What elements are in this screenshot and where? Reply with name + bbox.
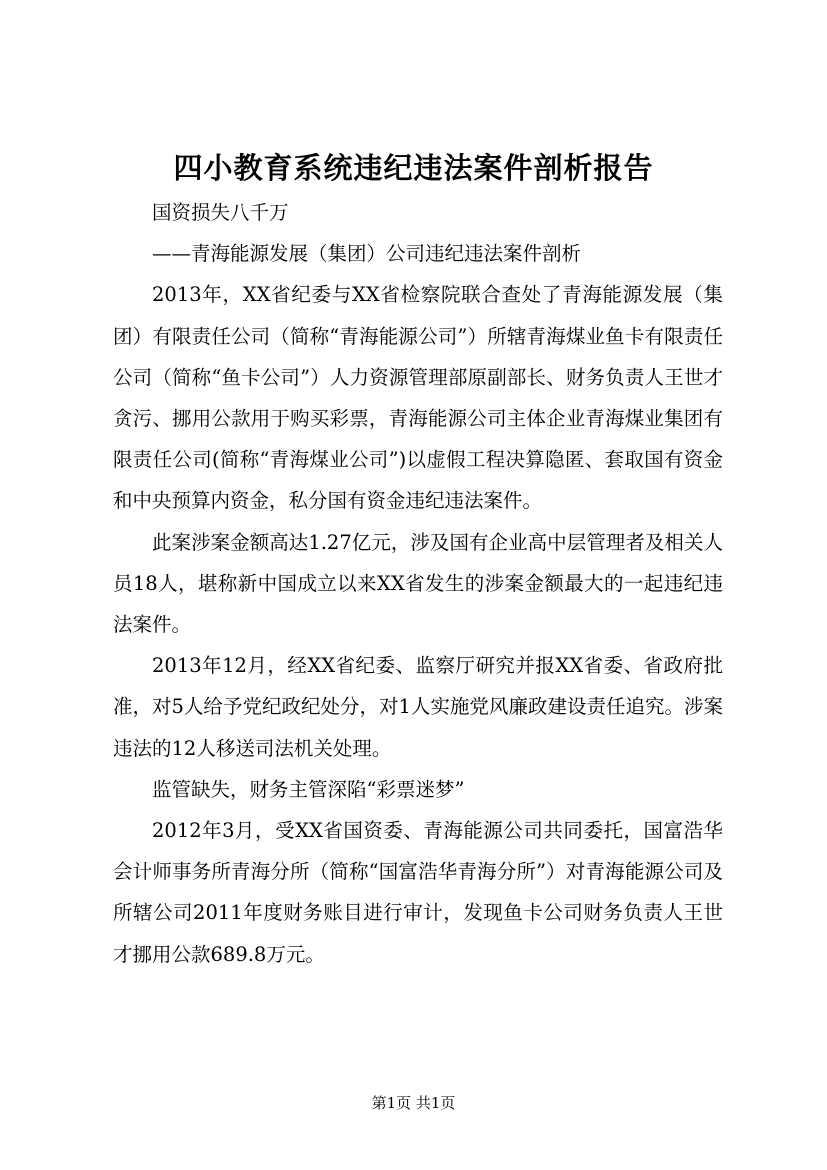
body-paragraph: 此案涉案金额高达1.27亿元，涉及国有企业高中层管理者及相关人员18人，堪称新中国成立以来XX省发生的涉案金额最大的一起违纪违法案件。: [113, 530, 723, 637]
body-paragraph: 2013年，XX省纪委与XX省检察院联合查处了青海能源发展（集团）有限责任公司（简称“青海能源公司”）所辖青海煤业鱼卡有限责任公司（简称“鱼卡公司”）人力资源管理部原副部长、财务负责人王世才贪污、挪用公款用于购买彩票，青海能源公司主体企业青海煤业集团有限责任公司(简称“青海煤业公司”)以虚假工程决算隐匿、套取国有资金和中央预算内资金，私分国有资金违纪违法案件。: [113, 283, 723, 513]
body-paragraph: 2013年12月，经XX省纪委、监察厅研究并报XX省委、省政府批准，对5人给予党纪政纪处分，对1人实施党风廉政建设责任追究。涉案违法的12人移送司法机关处理。: [113, 654, 723, 760]
page-footer: 第1页 共1页: [371, 1094, 456, 1112]
body-paragraph: 2012年3月，受XX省国资委、青海能源公司共同委托，国富浩华会计师事务所青海分所（简称“国富浩华青海分所”）对青海能源公司及所辖公司2011年度财务账目进行审计，发现鱼卡公司财务负责人王世才挪用公款689.8万元。: [113, 819, 723, 966]
document-title: 四小教育系统违纪违法案件剖析报告: [173, 151, 654, 185]
subheading-paragraph: ——青海能源发展（集团）公司违纪违法案件剖析: [152, 242, 582, 266]
document-body: [113, 192, 723, 975]
section-heading-paragraph: 监管缺失，财务主管深陷“彩票迷梦”: [152, 777, 465, 801]
subtitle-paragraph: 国资损失八千万: [152, 201, 289, 224]
